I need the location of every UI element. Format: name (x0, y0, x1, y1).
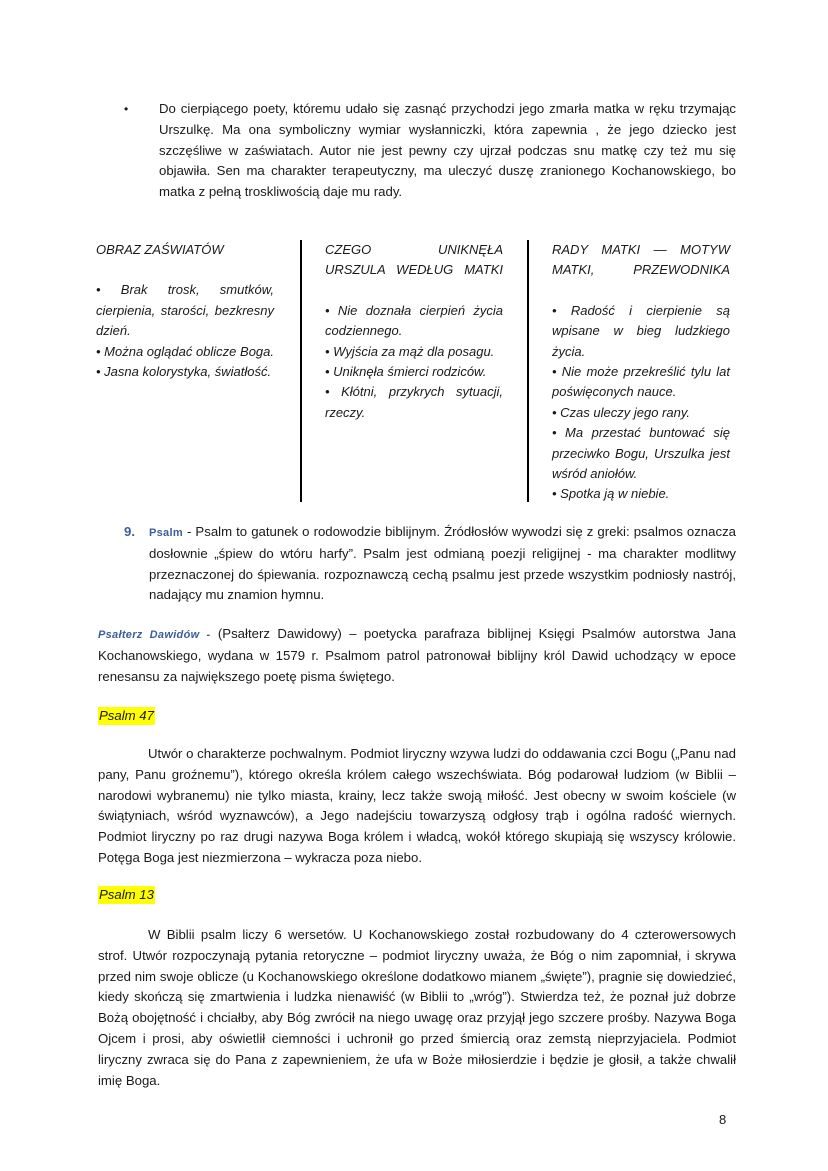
column-item: • Brak trosk, smutków, cierpienia, starości, bezkresny dzień. (96, 282, 274, 339)
column-header: RADY MATKI — MOTYW MATKI, PRZEWODNIKA (552, 242, 730, 278)
intro-bullet (124, 99, 736, 203)
psalm-47-heading: Psalm 47 (99, 708, 154, 723)
psalm-definition-body (149, 522, 736, 606)
column-header: CZEGO UNIKNĘŁA URSZULA WEDŁUG MATKI (325, 242, 503, 278)
psalm-definition-text: - Psalm to gatunek o rodowodzie biblijnym. Źródłosłów wywodzi się z greki: psalmos oznacza dosłownie „śpiew do wtóru harfy”. Psalm jest odmianą poezji religijnej - ma charakter modlitwy przeznaczonej do śpiewania. rozpoznawczą cechą psalmu jest przede wszystkim podniosły nastrój, nadający mu znamion hymnu. (149, 524, 736, 603)
column-item: • Jasna kolorystyka, światłość. (96, 364, 272, 380)
column-item: • Uniknęła śmierci rodziców. (325, 364, 487, 380)
section-number: 9. (124, 524, 135, 539)
psalm-13-text: W Biblii psalm liczy 6 wersetów. U Kochanowskiego został rozbudowany do 4 czterowersowych strof. Utwór rozpoczynają pytania retoryczne – podmiot liryczny uważa, że Bóg o nim zapomniał, i skrywa przed nim swoje oblicze (u Kochanowskiego określone dodatkowo mianem „święte”), pragnie się dowiedzieć, kiedy skończą się zmartwienia i ludzka nienawiść (w Biblii to „wróg”). Stwierdza też, że poznał już dobrze Bożą obojętność i chciałby, aby Bóg zwrócił na niego uwagę oraz przyjął jego szczere prośby. Nazywa Boga Ojcem i prosi, aby oświetlił ciemności i uchronił go przed śmiercią oraz zemstą nieprzyjaciela. Podmiot liryczny zwraca się do Pana z zapewnieniem, że ufa w Boże miłosierdzie i będzie je głosił, a także chwalił imię Boga. (98, 927, 736, 1088)
column-item: • Nie może przekreślić tylu lat poświęconych nauce. (552, 364, 730, 400)
intro-text: Do cierpiącego poety, któremu udało się zasnąć przychodzi jego zmarła matka w ręku trzymając Urszulkę. Ma ona symboliczny wymiar wysłanniczki, która zapewnia , że jego dziecko jest szczęśliwe w zaświatach. Autor nie jest pewny czy ujrzał podczas snu matkę czy też mu się objawiła. Sen ma charakter terapeutyczny, ma uleczyć duszę zranionego Kochanowskiego, bo matka z pełną troskliwością daje mu rady. (159, 101, 736, 200)
page-number: 8 (719, 1112, 727, 1127)
column-advice (552, 240, 730, 505)
column-item: • Wyjścia za mąż dla posagu. (325, 343, 495, 359)
column-item: • Spotka ją w niebie. (552, 486, 670, 502)
column-divider (527, 240, 529, 502)
column-item: • Nie doznała cierpień życia codziennego. (325, 302, 503, 339)
column-item: • Czas uleczy jego rany. (552, 404, 690, 420)
column-item: • Można oglądać oblicze Boga. (96, 343, 274, 359)
psalm-47-text: Utwór o charakterze pochwalnym. Podmiot liryczny wzywa ludzi do oddawania czci Bogu („Panu nad pany, Panu groźnemu”), którego określa królem całego wszechświata. Bóg podarował ludziom (w Biblii – narodowi wybranemu) nie tylko miasta, krainy, lecz także swoją miłość. Jest obecny w swoim kościele (w świątyniach, wśród wyznawców), a Jego nadejściu towarzyszą odgłosy trąb i ogólna radość wiernych. Podmiot liryczny po raz drugi nazywa Boga królem i władcą, wokół którego skupiają się wszyscy królowie. Potęga Boga jest niezmierzona – wykracza poza niebo. (98, 746, 736, 865)
psalterz-text: (Psałterz Dawidowy) – poetycka parafraza biblijnej Księgi Psalmów autorstwa Jana Kochanowskiego, wydana w 1579 r. Psalmom patrol patronował biblijny król Dawid uchodzący w epoce renesansu za największego poetę pisma świętego. (98, 626, 736, 684)
three-column-table (96, 240, 736, 502)
column-header: OBRAZ ZAŚWIATÓW (96, 242, 224, 257)
psalm-definition (124, 522, 736, 606)
column-item: • Ma przestać buntować się przeciwko Bogu, Urszulka jest wśród aniołów. (552, 425, 730, 482)
psalterz-paragraph (98, 624, 736, 687)
column-divider (300, 240, 302, 502)
term-psalm: Psalm (149, 527, 183, 539)
column-item: • Radość i cierpienie są wpisane w bieg ludzkiego życia. (552, 302, 730, 359)
column-afterlife (96, 240, 274, 382)
psalm-13-heading: Psalm 13 (99, 887, 154, 902)
term-psalterz: Psałterz Dawidów - (98, 629, 211, 641)
bullet-dot: • (124, 102, 129, 116)
column-item: • Kłótni, przykrych sytuacji, rzeczy. (325, 384, 503, 420)
column-avoided (325, 240, 503, 423)
